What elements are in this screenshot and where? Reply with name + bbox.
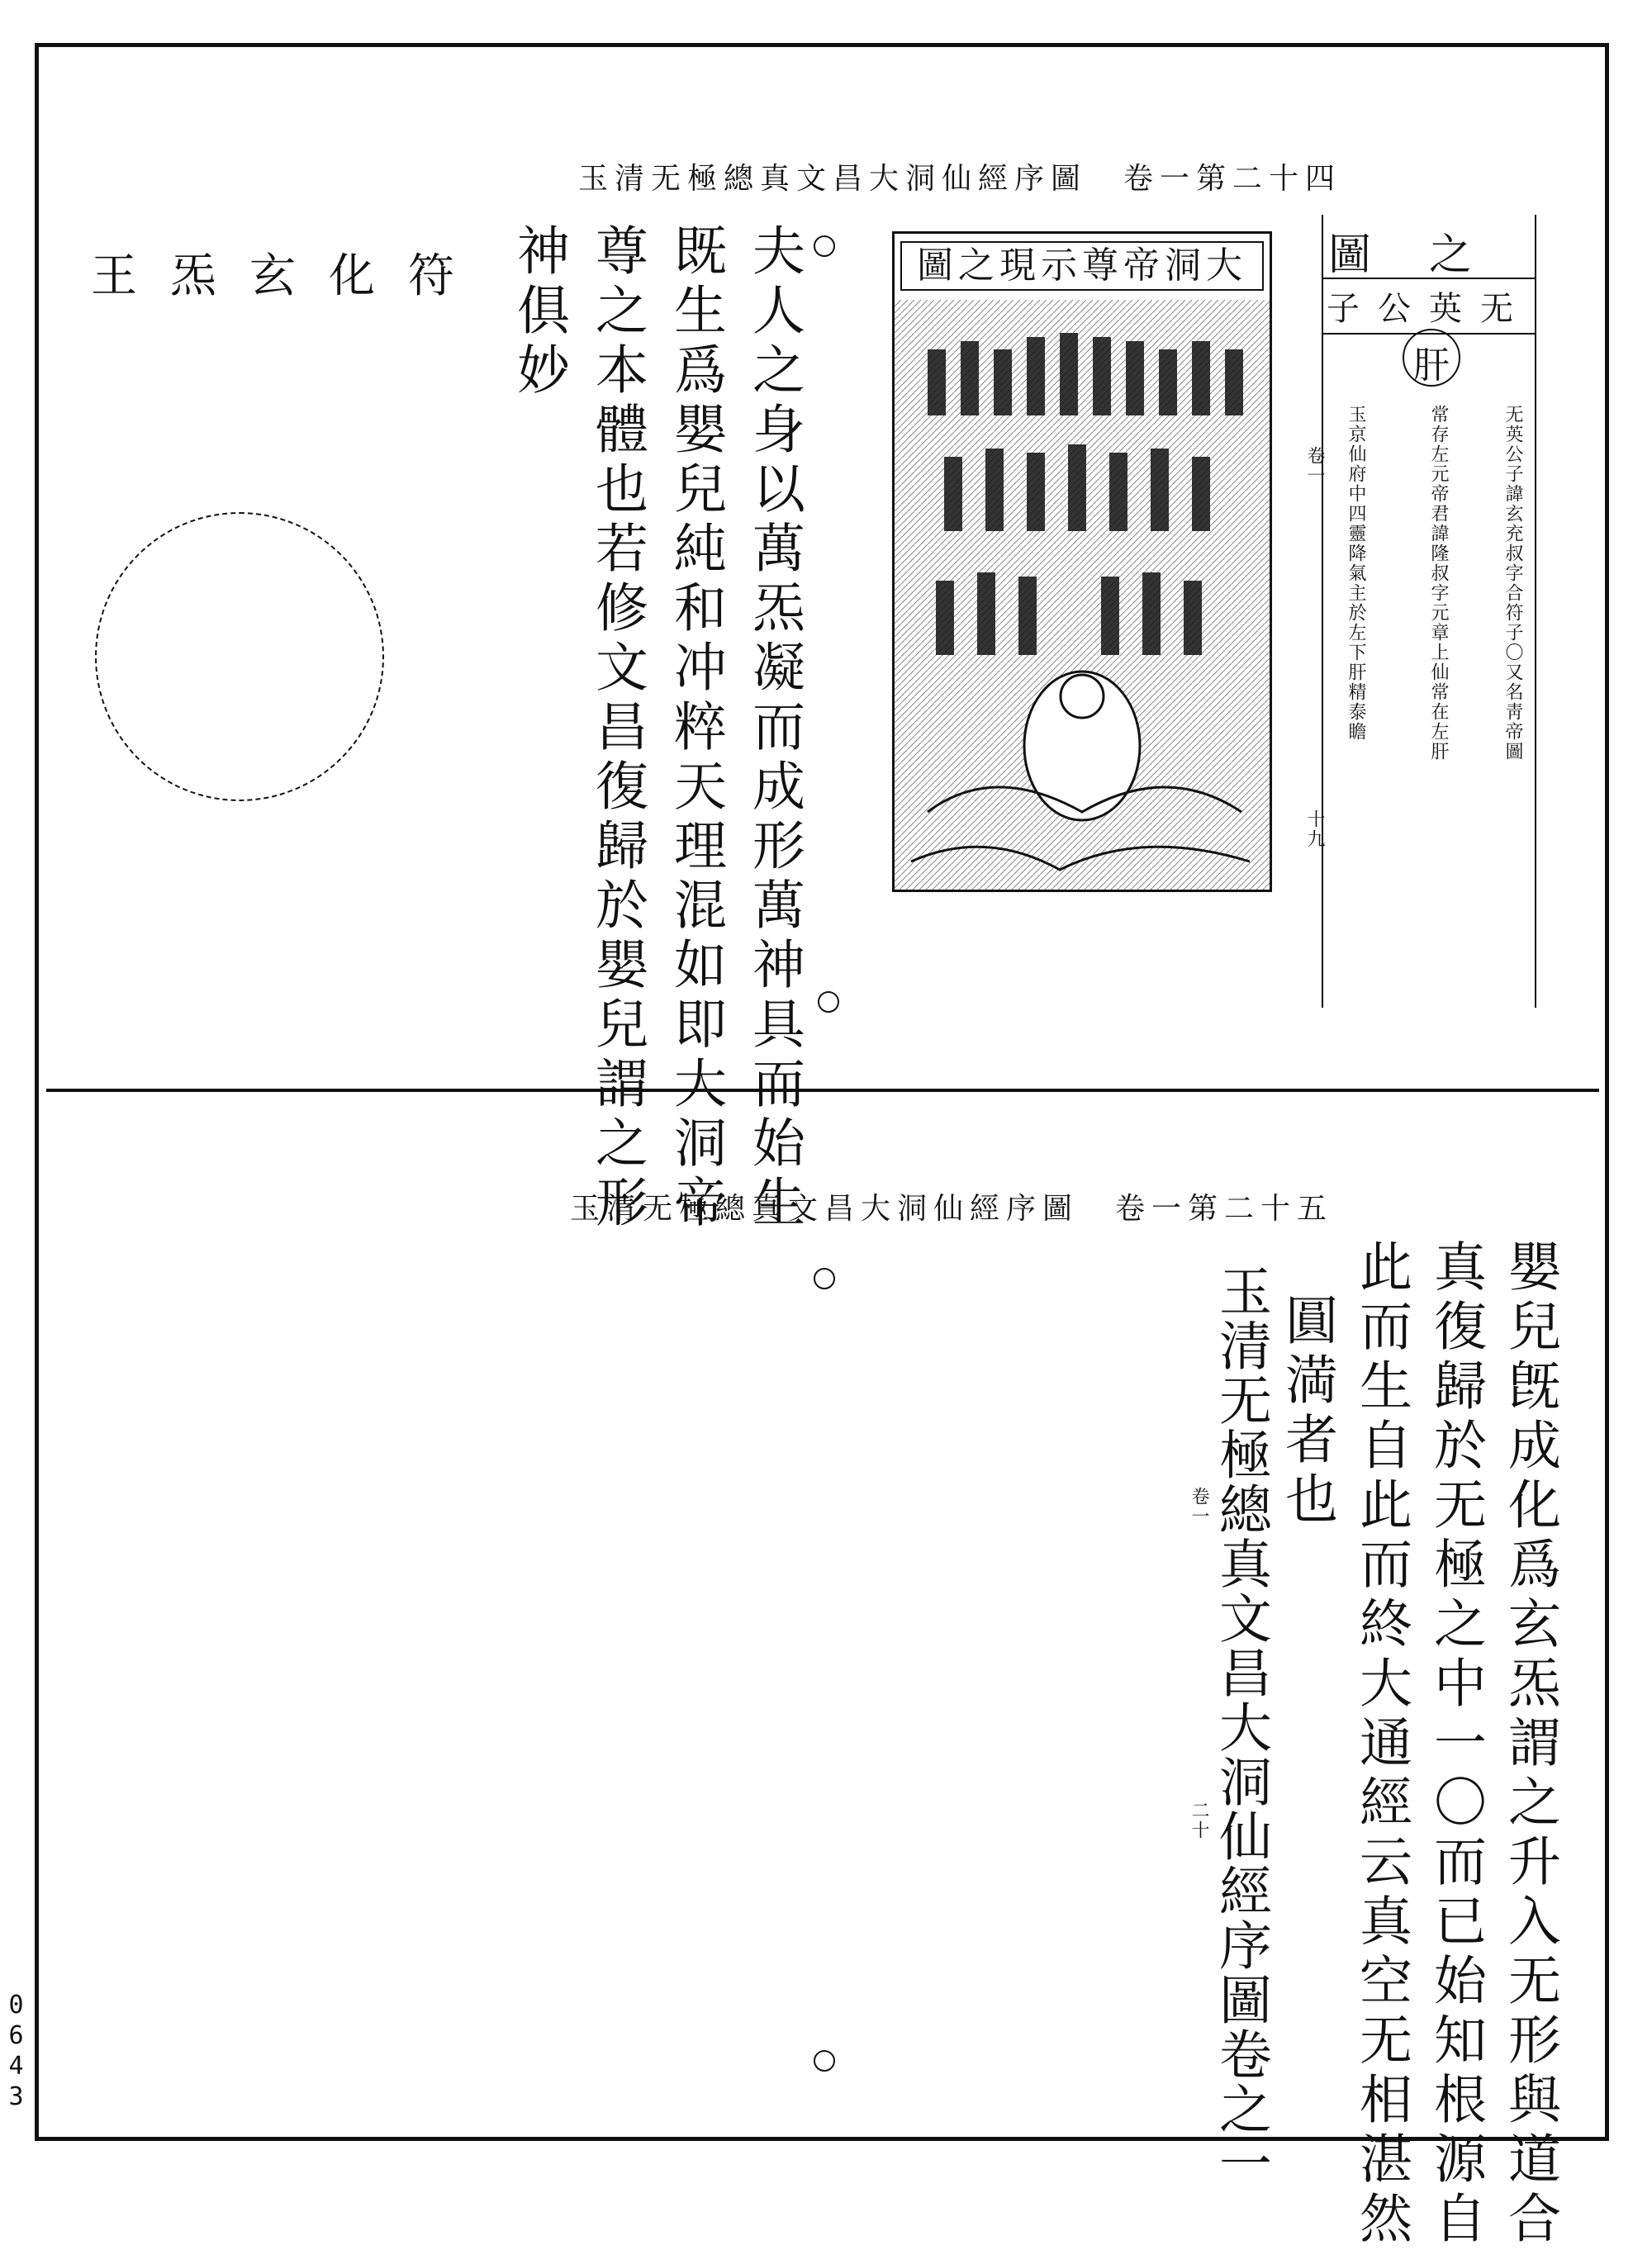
upper-text-col-3: 尊之本體也若修文昌復歸於嬰兒謂之形 [586, 223, 648, 1234]
upper-text-col-2: 既生爲嬰兒純和冲粹天理混如即大洞帝 [665, 223, 726, 1234]
upper-margin-mark-1: 卷一 [1304, 446, 1325, 486]
lower-margin-mark-1: 卷一 [1189, 1487, 1209, 1526]
side-note-col-3: 玉京仙府中四靈降氣主於左下肝精泰瞻 [1346, 405, 1366, 742]
upper-text-col-1: 夫人之身以萬炁凝而成形萬神具而始生 [743, 223, 805, 1234]
talisman-label: 符化玄炁王 [91, 249, 487, 303]
lower-margin-mark-2: 二十 [1189, 1801, 1209, 1840]
page-divider [46, 1089, 1599, 1092]
lower-text-col-1: 嬰兒旣成化爲玄炁謂之升入无形與道合 [1499, 1239, 1560, 2250]
closing-line: 玉清无極總真文昌大洞仙經序圖卷之一 [1210, 1264, 1271, 2191]
side-panel-subheading: 无英公子 [1323, 278, 1535, 335]
talisman-circle [95, 512, 384, 801]
upper-running-head: 玉清无極總真文昌大洞仙經序圖 卷一第二十四 [578, 162, 1342, 196]
small-circle-mark [814, 1268, 835, 1289]
small-circle-mark [818, 991, 839, 1013]
upper-text-col-4: 神俱妙 [508, 223, 569, 401]
organ-glyph: 肝 [1413, 344, 1450, 387]
small-circle-mark [814, 2050, 835, 2072]
illustration-caption: 大洞帝尊示現之圖 [900, 241, 1264, 291]
illustration-deity-assembly [892, 231, 1272, 892]
side-note-col-2: 常存左元帝君諱隆叔字元章上仙常在左肝 [1428, 405, 1449, 762]
side-note-col-1: 无英公子諱玄充叔字合符子〇又名靑帝圖 [1502, 405, 1523, 762]
page-number: 0643 [2, 1991, 31, 2113]
small-circle-mark [814, 235, 835, 257]
side-panel-heading: 之圖 [1327, 230, 1530, 280]
lower-text-col-3: 此而生自此而終大通經云真空无相湛然 [1351, 1239, 1412, 2250]
lower-text-col-2: 真復歸於无極之中一〇而已始知根源自 [1425, 1239, 1486, 2250]
lower-running-head: 玉清无極總真文昌大洞仙經序圖 卷一第二十五 [570, 1192, 1334, 1226]
upper-margin-mark-2: 十九 [1304, 809, 1325, 849]
lower-text-col-4: 圓満者也 [1276, 1293, 1337, 1531]
illustration-figures [895, 234, 1270, 890]
